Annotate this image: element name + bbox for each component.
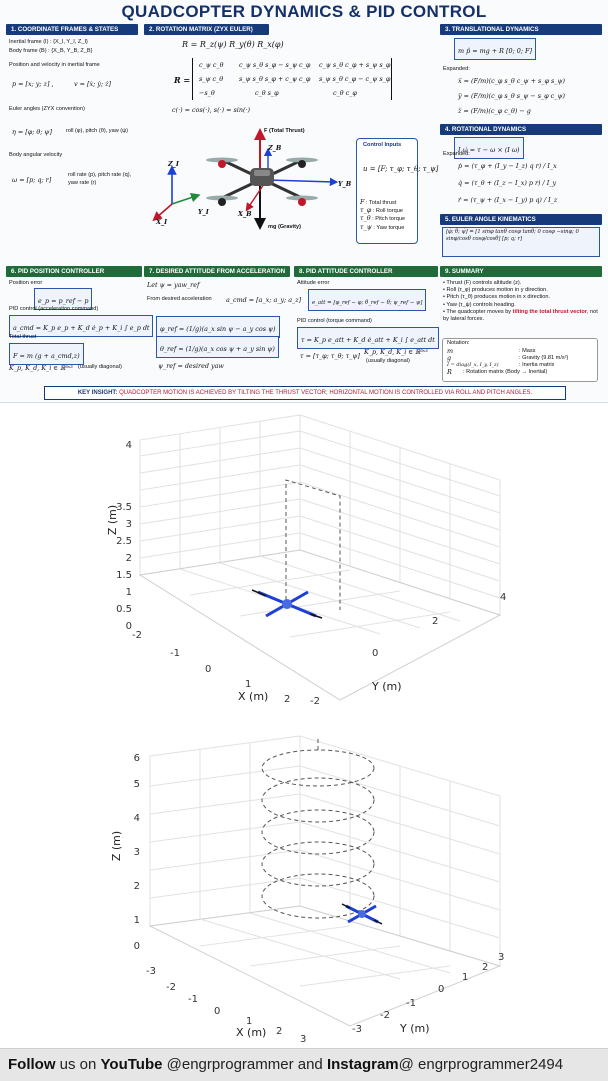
svg-text:-3: -3 — [352, 1024, 362, 1035]
expanded-label: Expanded: — [443, 151, 470, 157]
notation-desc: : Gravity (9.81 m/s²) — [519, 355, 569, 361]
r23: s_ψ s_θ c_φ − c_ψ s_φ — [319, 75, 391, 83]
section-pid-attitude — [294, 266, 438, 382]
svg-text:1: 1 — [245, 679, 252, 690]
pos-err-eq: e_p = p_ref − p — [38, 297, 89, 305]
svg-text:4: 4 — [500, 592, 507, 603]
gains-note: (usually diagonal) — [78, 364, 122, 370]
notation-item: g — [447, 354, 452, 362]
section-header: 7. DESIRED ATTITUDE FROM ACCELERATION — [144, 266, 290, 277]
notation-item: R — [447, 368, 452, 376]
thrust-label: F (Total Thrust) — [264, 128, 305, 134]
pos-vel-label: Position and velocity in inertial frame — [9, 62, 100, 68]
quadcopter-illustration — [206, 158, 318, 207]
svg-text:1: 1 — [246, 1016, 253, 1027]
p-dot-eq: ṗ = (τ_φ + (I_y − I_z) q r) / I_x — [458, 162, 557, 170]
omega-label: Body angular velocity — [9, 152, 63, 158]
youtube-label: YouTube — [100, 1056, 163, 1073]
from-label: From desired acceleration — [147, 296, 212, 302]
plot2-x-ticks — [146, 966, 306, 1045]
phi-ref-box — [156, 316, 280, 338]
trajectory-plot-2 — [0, 736, 608, 1046]
pid-att-box — [297, 327, 439, 349]
svg-text:1: 1 — [462, 972, 469, 983]
svg-text:-2: -2 — [166, 982, 176, 993]
notation-box — [442, 338, 598, 382]
section-header: 9. SUMMARY — [440, 266, 602, 277]
inertial-frame-text: Inertial frame (I) : {X_I, Y_I, Z_I} — [9, 39, 88, 45]
plot1-ylabel: Y (m) — [372, 680, 402, 693]
r22: s_ψ s_θ s_φ + c_ψ c_φ — [239, 75, 311, 83]
r-dot-eq: ṙ = (τ_ψ + (I_x − I_y) p q) / I_z — [458, 196, 558, 204]
svg-text:3: 3 — [125, 519, 132, 530]
svg-text:0: 0 — [125, 621, 132, 632]
svg-text:2: 2 — [432, 616, 439, 627]
att-err-box — [308, 289, 426, 311]
plot1-drone — [252, 590, 322, 618]
plot1-zlabel: Z (m) — [106, 504, 119, 536]
z-accel-eq: z̈ = (F/m)(c_φ c_θ) − g — [458, 107, 531, 115]
svg-text:1: 1 — [133, 915, 140, 926]
legend-item: τ_θ : Pitch torque — [360, 214, 406, 223]
instagram-handle: @ engrprogrammer2494 — [398, 1056, 564, 1073]
notation-desc: : Rotation matrix (Body → Inertial) — [463, 369, 548, 375]
acmd-eq: a_cmd = [a_x; a_y; a_z] — [226, 296, 302, 304]
eta-vector-eq: η = [φ; θ; ψ] — [12, 128, 52, 136]
control-inputs-box — [356, 138, 439, 244]
psi-ref-eq: ψ_ref = desired yaw — [158, 362, 224, 370]
summary-item: • Yaw (τ_ψ) controls heading. — [443, 301, 516, 308]
plot1-grid — [140, 415, 500, 700]
svg-text:0: 0 — [205, 664, 212, 675]
svg-text:-2: -2 — [380, 1010, 390, 1021]
legend-item: τ_φ : Roll torque — [360, 206, 403, 215]
omega-vector-eq: ω = [p; q; r] — [12, 176, 52, 184]
section-coordinate-frames — [6, 24, 138, 256]
pos-err-label: Position error — [9, 280, 43, 286]
legend-item: τ_ψ : Yaw torque — [360, 222, 405, 231]
svg-text:-3: -3 — [146, 966, 156, 977]
yi-label: Y_I — [198, 208, 209, 216]
control-inputs-title: Control Inputs — [363, 142, 402, 148]
svg-text:6: 6 — [133, 753, 140, 764]
footer-text — [8, 1056, 563, 1073]
section-desired-attitude — [144, 266, 302, 382]
r33: c_θ c_φ — [333, 89, 357, 97]
eta-note: roll (φ), pitch (θ), yaw (ψ) — [66, 128, 129, 134]
svg-text:3.5: 3.5 — [116, 502, 132, 513]
pid-attitude-eq: τ = K_p e_att + K_d ė_att + K_i ∫ e_att dt — [301, 336, 435, 344]
svg-text:-2: -2 — [132, 630, 142, 641]
svg-text:-1: -1 — [188, 994, 198, 1005]
rotation-matrix — [192, 58, 392, 100]
trajectory-plot-1 — [0, 410, 608, 730]
q-dot-eq: q̇ = (τ_θ + (I_z − I_x) p r) / I_y — [458, 179, 557, 187]
thrust-eq-box — [9, 343, 84, 365]
summary-item: • The quadcopter moves by tilting the total thrust vector, not by lateral forces. — [443, 308, 598, 323]
inertial-frame-axes — [156, 170, 196, 218]
svg-text:3: 3 — [133, 847, 140, 858]
poster — [0, 0, 608, 403]
y-accel-eq: ÿ = (F/m)(c_φ s_θ s_ψ − s_φ c_ψ) — [458, 92, 565, 100]
section-header: 6. PID POSITION CONTROLLER — [6, 266, 142, 277]
translational-eq-box — [454, 38, 536, 60]
xi-label: X_I — [156, 218, 168, 226]
phi-ref-eq: φ_ref = (1/g)(a_x sin ψ − a_y cos ψ) — [160, 325, 276, 333]
section-pid-position — [6, 266, 150, 382]
euler-kinematics-eq: [φ̇; θ̇; ψ̇] = [1 sinφ tanθ cosφ tanθ; 0 cosφ −sinφ; 0 sinφ/cosθ cosφ/cosθ] [p; q; r] — [446, 229, 579, 242]
svg-text:2.5: 2.5 — [116, 536, 132, 547]
svg-text:-1: -1 — [406, 998, 416, 1009]
gravity-label: mg (Gravity) — [268, 224, 301, 230]
expanded-label: Expanded: — [443, 66, 470, 72]
section-rotational-dynamics — [440, 124, 602, 212]
zb-label: Z_B — [268, 144, 282, 152]
page-title: QUADCOPTER DYNAMICS & PID CONTROL — [121, 2, 487, 21]
footer-us-on: us on — [55, 1056, 101, 1073]
svg-text:0: 0 — [133, 941, 140, 952]
summary-item: • Pitch (τ_θ) produces motion in x direction. — [443, 294, 551, 301]
x-accel-eq: ẍ = (F/m)(c_φ s_θ c_ψ + s_φ s_ψ) — [458, 77, 565, 85]
notation-item: m — [447, 347, 454, 355]
att-err-eq: e_att = [φ_ref − φ; θ_ref − θ; ψ_ref − ψ] — [312, 300, 423, 306]
svg-text:2: 2 — [284, 694, 291, 705]
gains-eq: K_p, K_d, K_i ∈ ℝ³ˣ³ — [9, 364, 73, 372]
key-insight-label: KEY INSIGHT: — [77, 390, 118, 396]
r12: c_ψ s_θ s_φ − s_ψ c_φ — [239, 61, 311, 69]
svg-text:3: 3 — [498, 952, 505, 963]
body-y-axis — [268, 180, 334, 182]
section-header: 1. COORDINATE FRAMES & STATES — [6, 24, 138, 35]
plot2-grid — [150, 736, 500, 1026]
svg-text:2: 2 — [125, 553, 132, 564]
svg-text:1.5: 1.5 — [116, 570, 132, 581]
rotation-product-eq: R = R_z(ψ) R_y(θ) R_x(φ) — [182, 40, 284, 49]
svg-text:2: 2 — [133, 881, 140, 892]
plot2-drone — [342, 904, 382, 924]
yb-label: Y_B — [338, 180, 352, 188]
notation-title: Notation: — [447, 340, 470, 346]
u-vector-eq: u = [F; τ_φ; τ_θ; τ_ψ] — [363, 165, 439, 173]
r13: c_ψ s_θ c_φ + s_ψ s_φ — [319, 61, 391, 69]
plot2-xlabel: X (m) — [236, 1026, 267, 1039]
instagram-label: Instagram — [326, 1056, 399, 1073]
svg-text:5: 5 — [133, 779, 140, 790]
svg-text:1: 1 — [125, 587, 132, 598]
theta-ref-eq: θ_ref = (1/g)(a_x cos ψ + a_y sin ψ) — [160, 345, 275, 353]
notation-desc: : Inertia matrix — [519, 362, 555, 368]
omega-note-2: yaw rate (r) — [68, 180, 97, 186]
theta-ref-box — [156, 336, 279, 358]
gains-eq: K_p, K_d, K_i ∈ ℝ³ˣ³ — [364, 348, 428, 356]
zi-label: Z_I — [168, 160, 179, 168]
notation-desc: : Mass — [519, 348, 536, 354]
summary-item: • Thrust (F) controls altitude (z). — [443, 280, 522, 286]
section-translational-dynamics — [440, 24, 602, 122]
section-header: 2. ROTATION MATRIX (ZYX EULER) — [144, 24, 269, 35]
summary-list — [443, 280, 599, 323]
att-err-label: Attitude error — [297, 280, 330, 286]
svg-text:0: 0 — [214, 1006, 221, 1017]
notation-item: I = diag(I_x, I_y, I_z) — [447, 362, 499, 368]
quadcopter-diagram — [142, 124, 356, 256]
svg-text:0: 0 — [438, 984, 445, 995]
youtube-handle: @engrprogrammer and — [162, 1056, 327, 1073]
body-x-axis — [248, 184, 264, 208]
svg-text:3: 3 — [300, 1034, 307, 1045]
omega-note-1: roll rate (p), pitch rate (q), — [68, 172, 132, 178]
r-lhs: R = — [174, 75, 191, 85]
trig-abbrev: c(·) = cos(·), s(·) = sin(·) — [172, 106, 250, 114]
control-legend — [360, 199, 405, 232]
pid-position-eq: a_cmd = K_p e_p + K_d ė_p + K_i ∫ e_p dt — [13, 324, 150, 332]
svg-text:2: 2 — [276, 1026, 283, 1037]
svg-text:0: 0 — [372, 648, 379, 659]
svg-text:4: 4 — [133, 813, 140, 824]
translational-main-eq: m p̈ = mg + R [0; 0; F] — [458, 47, 532, 55]
pid-label: PID control (acceleration command) — [9, 306, 99, 312]
let-eq: Let ψ = yaw_ref — [147, 281, 200, 289]
thrust-eq: F = m (g + a_cmd,z) — [13, 352, 80, 360]
tau-vector-eq: τ = [τ_φ; τ_θ; τ_ψ] — [300, 352, 360, 360]
plot1-y-ticks — [310, 592, 506, 707]
plot2-z-ticks — [134, 753, 140, 952]
key-insight-banner — [44, 386, 566, 400]
svg-text:0.5: 0.5 — [116, 604, 132, 615]
r32: c_θ s_φ — [255, 89, 279, 97]
euler-kinematics-box — [442, 227, 600, 257]
gains-note: (usually diagonal) — [366, 358, 410, 364]
plot1-xlabel: X (m) — [238, 690, 269, 703]
svg-text:2: 2 — [482, 962, 489, 973]
r31: −s_θ — [199, 89, 215, 97]
svg-text:-2: -2 — [310, 696, 320, 707]
section-header: 3. TRANSLATIONAL DYNAMICS — [440, 24, 602, 35]
plot2-zlabel: Z (m) — [110, 830, 123, 862]
footer-follow: Follow — [8, 1056, 56, 1073]
section-header: 4. ROTATIONAL DYNAMICS — [440, 124, 602, 135]
xb-label: X_B — [238, 210, 252, 218]
section-header: 5. EULER ANGLE KINEMATICS — [440, 214, 602, 225]
v-vector-eq: v = [ẋ; ẏ; ż] — [74, 80, 111, 88]
rotational-main-eq: I ω̇ = τ − ω × (I ω) — [458, 146, 520, 154]
section-rotation-matrix — [142, 24, 424, 124]
summary-item: • Roll (τ_φ) produces motion in y direction. — [443, 287, 548, 294]
legend-item: F : Total thrust — [360, 198, 397, 206]
section-summary — [440, 266, 602, 384]
thrust-label: Total thrust — [9, 334, 37, 340]
section-header: 8. PID ATTITUDE CONTROLLER — [294, 266, 438, 277]
section-euler-kinematics — [440, 214, 602, 258]
svg-text:-1: -1 — [170, 648, 180, 659]
p-vector-eq: p = [x; y; z] , — [12, 80, 54, 88]
svg-text:4: 4 — [125, 440, 132, 451]
r11: c_ψ c_θ — [199, 61, 224, 69]
plot2-ylabel: Y (m) — [400, 1022, 430, 1035]
key-insight-text: QUADCOPTER MOTION IS ACHIEVED BY TILTING THE THRUST VECTOR; HORIZONTAL MOTION IS CONTROLLED VIA ROLL AND PITCH ANGLES. — [119, 390, 533, 396]
euler-label: Euler angles (ZYX convention) — [9, 106, 85, 112]
pid-att-label: PID control (torque command) — [297, 318, 372, 324]
r21: s_ψ c_θ — [199, 75, 224, 83]
body-frame-text: Body frame (B) : {X_B, Y_B, Z_B} — [9, 48, 93, 54]
footer-banner — [0, 1048, 608, 1081]
